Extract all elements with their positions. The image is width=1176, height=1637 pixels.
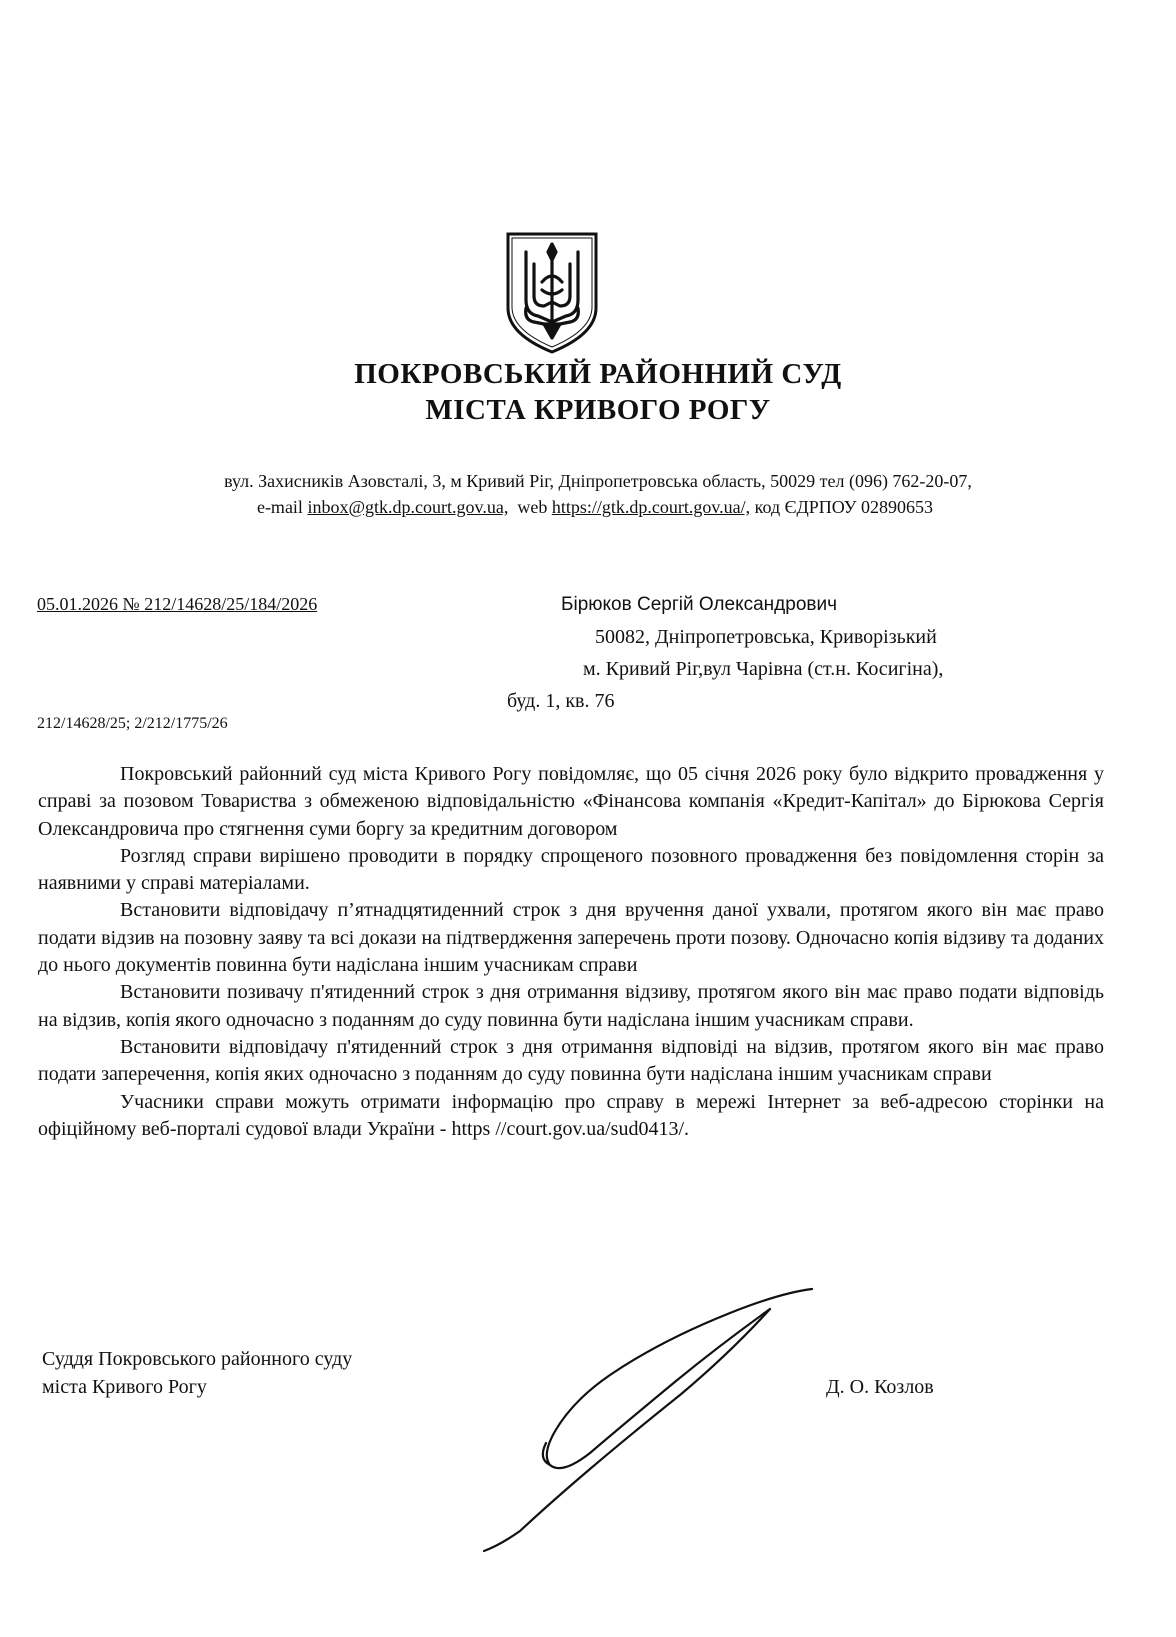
court-address: вул. Захисників Азовсталі, 3, м Кривий Ріг, Дніпропетровська область, 50029 тел (096) 762-20-07, (224, 471, 972, 491)
letter-body (38, 761, 1104, 1143)
outgoing-number: 212/14628/25/184/2026 (144, 594, 318, 614)
judge-title (42, 1345, 352, 1401)
court-contacts (0, 494, 1176, 521)
outgoing-number-label: № (122, 594, 140, 614)
body-paragraph: Встановити відповідачу п’ятнадцятиденний строк з дня вручення даної ухвали, протягом якого він має право подати відзив на позовну заяву та всі докази на підтвердження заперечень проти позову. Одночасно копія відзиву та доданих до нього документів повинна бути надіслана іншим учасникам справи (38, 899, 1104, 977)
body-paragraph: Встановити відповідачу п'ятиденний строк з дня отримання відповіді на відзив, протягом якого він має право подати заперечення, копія яких одночасно з поданням до суду повинна бути надіслана іншим учасникам справи (38, 1035, 1104, 1086)
body-paragraph: Покровський районний суд міста Кривого Рогу повідомляє, що 05 січня 2026 року було відкрито провадження у справі за позовом Товариства з обмеженою відповідальністю «Фінансова компанія «Кредит-Капітал» до Бірюкова Сергія Олександровича про стягнення суми боргу за кредитним договором (38, 763, 1104, 840)
outgoing-date: 05.01.2026 (37, 594, 118, 614)
judge-title-line2: міста Кривого Рогу (42, 1376, 207, 1398)
judge-title-line1: Суддя Покровського районного суду (42, 1348, 353, 1370)
recipient-address-line3: буд. 1, кв. 76 (507, 690, 615, 712)
web-link[interactable]: https://gtk.dp.court.gov.ua/, (551, 497, 751, 517)
coat-of-arms-trident-icon (504, 230, 600, 356)
outgoing-reference (37, 594, 317, 615)
court-name-line1: ПОКРОВСЬКИЙ РАЙОННИЙ СУД (354, 358, 842, 390)
edrpou-code: код ЄДРПОУ 02890653 (754, 497, 934, 517)
recipient-name: Бірюков Сергій Олександрович (561, 594, 838, 615)
web-label: web (517, 497, 548, 517)
email-link[interactable]: inbox@gtk.dp.court.gov.ua, (307, 497, 509, 517)
judge-name: Д. О. Козлов (826, 1376, 934, 1398)
body-paragraph: Розгляд справи вирішено проводити в порядку спрощеного позовного провадження без повідомлення сторін за наявними у справі матеріалами. (38, 844, 1104, 895)
court-name-line2: МІСТА КРИВОГО РОГУ (425, 394, 771, 426)
recipient-address-line1: 50082, Дніпропетровська, Криворізький (595, 626, 937, 648)
body-paragraph: Учасники справи можуть отримати інформацію про справу в мережі Інтернет за веб-адресою сторінки на офіційному веб-порталі судової влади України - https //court.gov.ua/sud0413/. (38, 1090, 1104, 1140)
email-label: e-mail (256, 497, 303, 517)
handwritten-signature (480, 1283, 820, 1553)
body-paragraph: Встановити позивачу п'ятиденний строк з дня отримання відзиву, протягом якого він має право подати відповідь на відзив, копія якого одночасно з поданням до суду повинна бути надіслана іншим учасникам справи. (38, 981, 1104, 1031)
recipient-address-line2: м. Кривий Ріг,вул Чарівна (ст.н. Косигіна), (583, 658, 944, 680)
case-references: 212/14628/25; 2/212/1775/26 (37, 715, 228, 732)
